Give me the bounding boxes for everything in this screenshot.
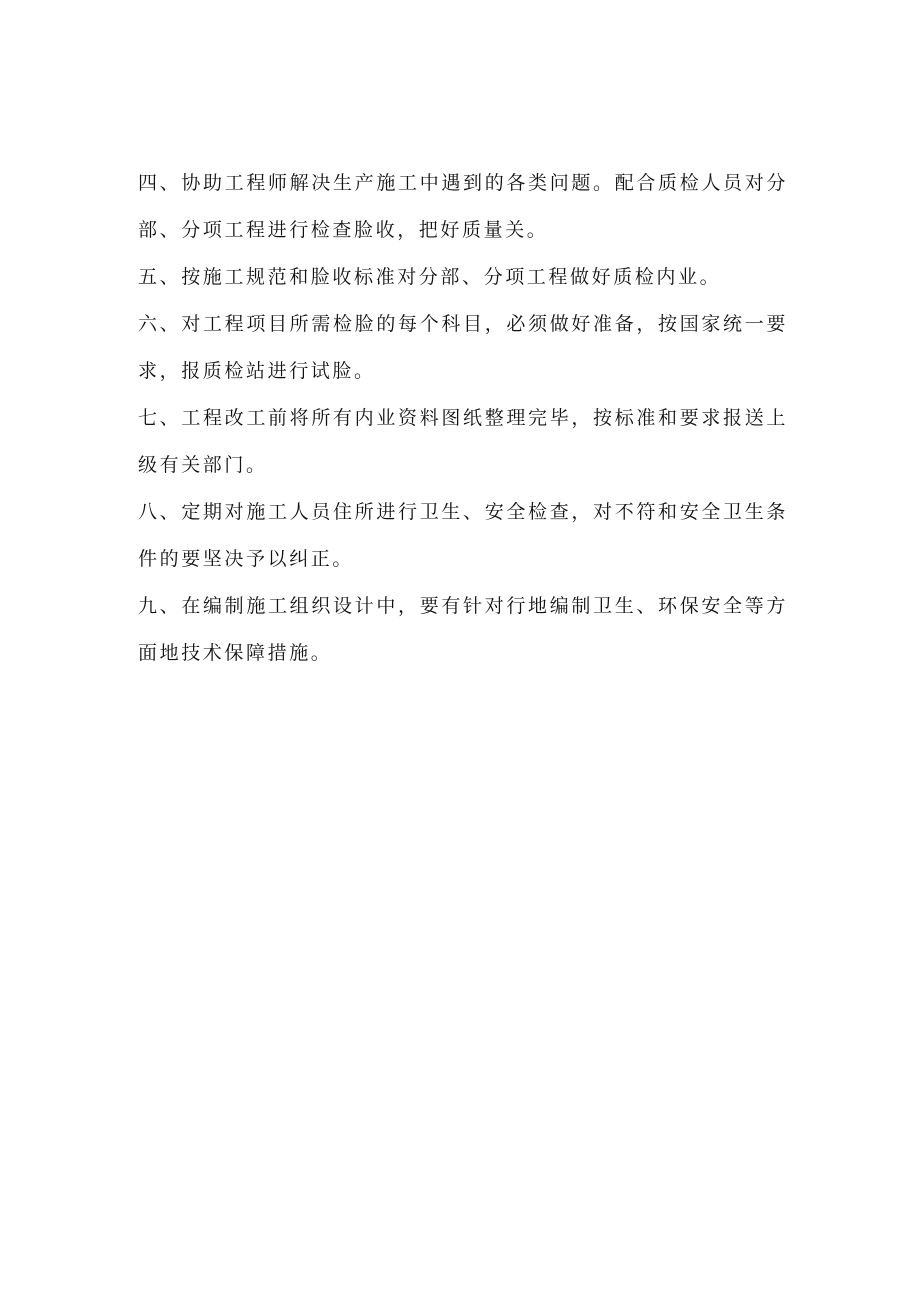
paragraph-8: 八、定期对施工人员住所进行卫生、安全检查，对不符和安全卫生条件的要坚决予以纠正。	[138, 501, 788, 570]
paragraph-6: 六、对工程项目所需检脸的每个科目，必须做好准备，按国家统一要求，报质检站进行试脸。	[138, 313, 788, 382]
paragraph-4: 四、协助工程师解决生产施工中遇到的各类问题。配合质检人员对分部、分项工程进行检查脸收，把好质量关。	[138, 172, 788, 241]
paragraph-7: 七、工程改工前将所有内业资料图纸整理完毕，按标准和要求报送上级有关部门。	[138, 407, 788, 476]
paragraph-9: 九、在编制施工组织设计中，要有针对行地编制卫生、环保安全等方面地技术保障措施。	[138, 595, 788, 664]
document-body	[138, 160, 788, 677]
paragraph-5: 五、按施工规范和脸收标准对分部、分项工程做好质检内业。	[138, 266, 722, 288]
